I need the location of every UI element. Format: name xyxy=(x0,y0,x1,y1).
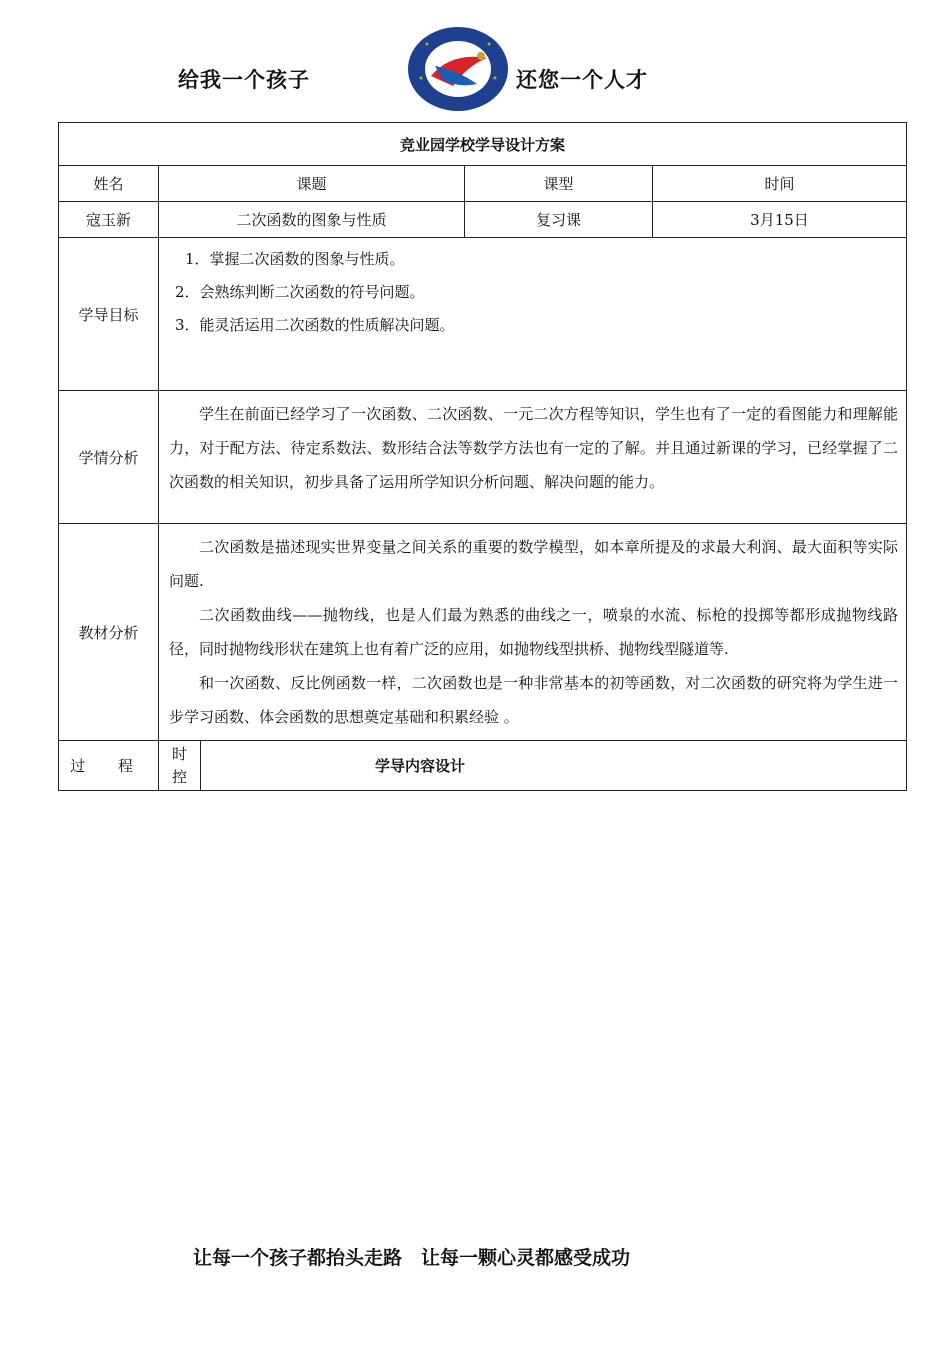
col-header-date: 时间 xyxy=(653,166,907,202)
material-paragraph-1: 二次函数是描述现实世界变量之间关系的重要的数学模型，如本章所提及的求最大利润、最大面积等实际问题. xyxy=(169,538,898,590)
slogan-right: 还您一个人才 xyxy=(516,68,648,92)
students-row xyxy=(59,391,907,524)
col-header-name: 姓名 xyxy=(59,166,159,202)
process-label: 过 程 xyxy=(59,741,159,791)
material-row xyxy=(59,524,907,741)
col-header-topic: 课题 xyxy=(159,166,465,202)
header-row xyxy=(59,166,907,202)
material-label: 教材分析 xyxy=(59,524,159,741)
lesson-date: 3月15日 xyxy=(653,202,907,238)
time-label-top: 时 xyxy=(171,744,187,763)
teacher-name: 寇玉新 xyxy=(59,202,159,238)
students-text: 学生在前面已经学习了一次函数、二次函数、一元二次方程等知识，学生也有了一定的看图能力和理解能力，对于配方法、待定系数法、数形结合法等数学方法也有一定的了解。并且通过新课的学习，已经掌握了二次函数的相关知识，初步具备了运用所学知识分析问题、解决问题的能力。 xyxy=(169,405,898,491)
goals-row xyxy=(59,238,907,391)
slogan-left: 给我一个孩子 xyxy=(178,68,310,92)
students-label: 学情分析 xyxy=(59,391,159,524)
logo-ring-dots-2 xyxy=(488,43,491,46)
logo-gold-dot xyxy=(477,52,485,60)
lesson-topic: 二次函数的图象与性质 xyxy=(159,202,465,238)
lesson-type: 复习课 xyxy=(465,202,653,238)
process-row xyxy=(59,741,907,791)
material-paragraph-2: 二次函数曲线——抛物线，也是人们最为熟悉的曲线之一，喷泉的水流、标枪的投掷等都形成抛物线路径，同时抛物线形状在建筑上也有着广泛的应用，如抛物线型拱桥、抛物线型隧道等. xyxy=(169,606,898,658)
info-row xyxy=(59,202,907,238)
school-logo xyxy=(407,26,509,112)
material-content xyxy=(159,524,907,741)
footer-motto: 让每一个孩子都抬头走路 让每一颗心灵都感受成功 xyxy=(193,1247,631,1269)
logo-ring-dots-3 xyxy=(420,77,423,80)
time-control-label xyxy=(159,741,201,791)
design-title: 学导内容设计 xyxy=(201,741,907,791)
col-header-type: 课型 xyxy=(465,166,653,202)
logo-ring-dots-4 xyxy=(494,77,497,80)
goals-label: 学导目标 xyxy=(59,238,159,391)
students-content xyxy=(159,391,907,524)
goal-item-3: 3．能灵活运用二次函数的性质解决问题。 xyxy=(175,316,455,334)
goals-content xyxy=(159,238,907,391)
lesson-plan-table xyxy=(58,122,907,791)
goal-item-1: 1．掌握二次函数的图象与性质。 xyxy=(185,250,405,268)
time-label-bottom: 控 xyxy=(171,767,187,786)
table-title: 竞业园学校学导设计方案 xyxy=(59,123,907,166)
logo-ring-dots-1 xyxy=(426,43,429,46)
material-paragraph-3: 和一次函数、反比例函数一样，二次函数也是一种非常基本的初等函数，对二次函数的研究将为学生进一步学习函数、体会函数的思想奠定基础和积累经验 。 xyxy=(169,674,898,726)
goal-item-2: 2．会熟练判断二次函数的符号问题。 xyxy=(175,283,425,301)
